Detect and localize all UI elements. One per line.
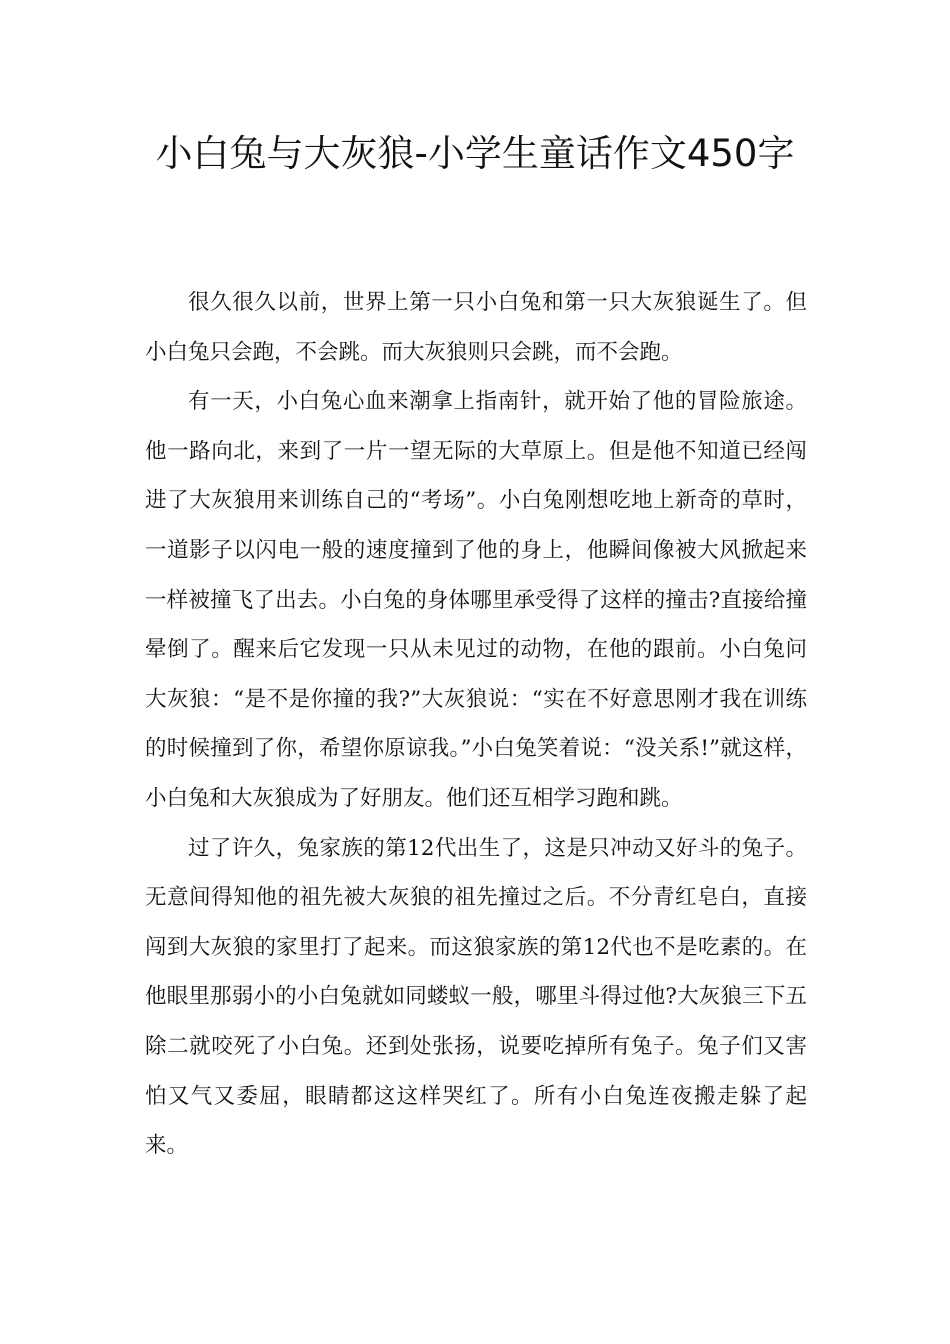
paragraph-2: 有一天，小白兔心血来潮拿上指南针，就开始了他的冒险旅途。他一路向北，来到了一片一望无际的大草原上。但是他不知道已经闯进了大灰狼用来训练自己的“考场”。小白兔刚想吃地上新奇的草时，一道影子以闪电一般的速度撞到了他的身上，他瞬间像被大风掀起来一样被撞飞了出去。小白兔的身体哪里承受得了这样的撞击?直接给撞晕倒了。醒来后它发现一只从未见过的动物，在他的跟前。小白兔问大灰狼：“是不是你撞的我?”大灰狼说：“实在不好意思刚才我在训练的时候撞到了你，希望你原谅我。”小白兔笑着说：“没关系!”就这样，小白兔和大灰狼成为了好朋友。他们还互相学习跑和跳。: [145, 389, 807, 811]
paragraph-1: 很久很久以前，世界上第一只小白兔和第一只大灰狼诞生了。但小白兔只会跑，不会跳。而大灰狼则只会跳，而不会跑。: [145, 290, 807, 365]
article-body: [145, 278, 807, 1171]
document-title: 小白兔与大灰狼-小学生童话作文450字: [155, 132, 795, 175]
paragraph-3: 过了许久，兔家族的第12代出生了，这是只冲动又好斗的兔子。无意间得知他的祖先被大灰狼的祖先撞过之后。不分青红皂白，直接闯到大灰狼的家里打了起来。而这狼家族的第12代也不是吃素的。在他眼里那弱小的小白兔就如同蝼蚁一般，哪里斗得过他?大灰狼三下五除二就咬死了小白兔。还到处张扬，说要吃掉所有兔子。兔子们又害怕又气又委屈，眼睛都这这样哭红了。所有小白兔连夜搬走躲了起来。: [145, 835, 807, 1159]
